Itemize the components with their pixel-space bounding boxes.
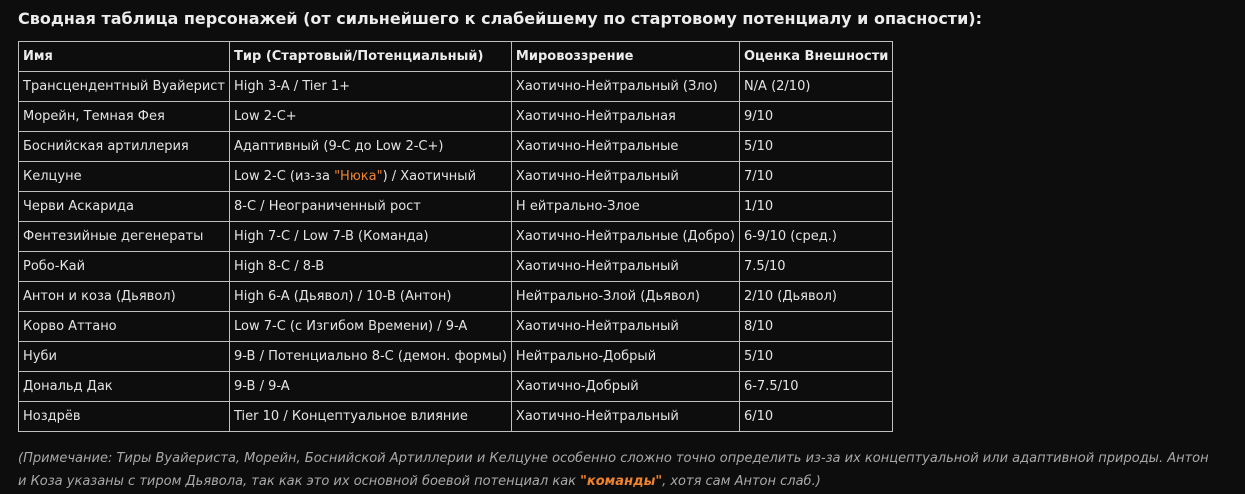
cell-looks: 1/10 bbox=[739, 192, 892, 222]
cell-name: Корво Аттано bbox=[19, 312, 230, 342]
cell-name: Черви Аскарида bbox=[19, 192, 230, 222]
table-heading: Сводная таблица персонажей (от сильнейшего к слабейшему по стартовому потенциалу и опасности): bbox=[18, 9, 982, 28]
cell-looks: 9/10 bbox=[739, 102, 892, 132]
table-row bbox=[19, 342, 893, 372]
cell-alignment: Хаотично-Нейтральные bbox=[511, 132, 739, 162]
note-text-post: , хотя сам Антон слаб.) bbox=[662, 474, 821, 489]
table-row bbox=[19, 72, 893, 102]
cell-looks: 8/10 bbox=[739, 312, 892, 342]
cell-tier: Low 2-C+ bbox=[230, 102, 512, 132]
cell-looks: 7/10 bbox=[739, 162, 892, 192]
cell-tier: 9-B / 9-A bbox=[230, 372, 512, 402]
cell-looks: 5/10 bbox=[739, 342, 892, 372]
cell-name: Антон и коза (Дьявол) bbox=[19, 282, 230, 312]
cell-name: Трансцендентный Вуайерист bbox=[19, 72, 230, 102]
cell-alignment: Хаотично-Нейтральный bbox=[511, 252, 739, 282]
table-row bbox=[19, 102, 893, 132]
tier-text-post: ) / Хаотичный bbox=[382, 169, 477, 184]
cell-looks: 7.5/10 bbox=[739, 252, 892, 282]
table-row bbox=[19, 162, 893, 192]
cell-alignment: Нейтрально-Злой (Дьявол) bbox=[511, 282, 739, 312]
cell-looks: 6/10 bbox=[739, 402, 892, 432]
note-text-pre: (Примечание: Тиры Вуайериста, Морейн, Боснийской Артиллерии и Келцуне особенно сложно точно определить из-за их концептуальной или адаптивной природы. Антон и Коза указаны с тиром Дьявола, так как это их основной боевой потенциал как bbox=[18, 451, 1209, 489]
cell-alignment: Хаотично-Нейтральный (Зло) bbox=[511, 72, 739, 102]
cell-tier: High 8-C / 8-B bbox=[230, 252, 512, 282]
header-alignment: Мировоззрение bbox=[511, 42, 739, 72]
cell-alignment: Хаотично-Добрый bbox=[511, 372, 739, 402]
cell-tier: Tier 10 / Концептуальное влияние bbox=[230, 402, 512, 432]
cell-name: Робо-Кай bbox=[19, 252, 230, 282]
cell-tier: Адаптивный (9-C до Low 2-C+) bbox=[230, 132, 512, 162]
cell-alignment: Нейтрально-Добрый bbox=[511, 342, 739, 372]
highlighted-term: "команды" bbox=[580, 474, 663, 489]
table-row bbox=[19, 282, 893, 312]
cell-looks: 2/10 (Дьявол) bbox=[739, 282, 892, 312]
cell-tier: 9-B / Потенциально 8-C (демон. формы) bbox=[230, 342, 512, 372]
cell-tier: High 3-A / Tier 1+ bbox=[230, 72, 512, 102]
cell-tier: Low 7-C (с Изгибом Времени) / 9-A bbox=[230, 312, 512, 342]
table-row bbox=[19, 222, 893, 252]
cell-looks: 6-7.5/10 bbox=[739, 372, 892, 402]
cell-alignment: Хаотично-Нейтральные (Добро) bbox=[511, 222, 739, 252]
cell-name: Нуби bbox=[19, 342, 230, 372]
cell-alignment: Хаотично-Нейтральный bbox=[511, 312, 739, 342]
cell-name: Фентезийные дегенераты bbox=[19, 222, 230, 252]
cell-looks: 6-9/10 (сред.) bbox=[739, 222, 892, 252]
cell-looks: 5/10 bbox=[739, 132, 892, 162]
cell-name: Боснийская артиллерия bbox=[19, 132, 230, 162]
cell-alignment: Хаотично-Нейтральная bbox=[511, 102, 739, 132]
cell-name: Морейн, Темная Фея bbox=[19, 102, 230, 132]
tier-text-pre: Low 2-C (из-за bbox=[234, 169, 335, 184]
cell-name: Келцуне bbox=[19, 162, 230, 192]
table-header-row bbox=[19, 42, 893, 72]
cell-alignment: Хаотично-Нейтральный bbox=[511, 162, 739, 192]
cell-tier bbox=[230, 162, 512, 192]
table-note bbox=[18, 447, 1218, 493]
cell-looks: N/A (2/10) bbox=[739, 72, 892, 102]
cell-name: Дональд Дак bbox=[19, 372, 230, 402]
table-row bbox=[19, 192, 893, 222]
table-row bbox=[19, 372, 893, 402]
table-row bbox=[19, 312, 893, 342]
table-row bbox=[19, 402, 893, 432]
cell-tier: High 7-C / Low 7-B (Команда) bbox=[230, 222, 512, 252]
cell-alignment: Хаотично-Нейтральный bbox=[511, 402, 739, 432]
cell-name: Ноздрёв bbox=[19, 402, 230, 432]
header-tier: Тир (Стартовый/Потенциальный) bbox=[230, 42, 512, 72]
highlighted-term: "Нюка" bbox=[334, 169, 383, 184]
cell-alignment: Н ейтрально-Злое bbox=[511, 192, 739, 222]
cell-tier: 8-C / Неограниченный рост bbox=[230, 192, 512, 222]
header-looks: Оценка Внешности bbox=[739, 42, 892, 72]
cell-tier: High 6-A (Дьявол) / 10-B (Антон) bbox=[230, 282, 512, 312]
table-row bbox=[19, 132, 893, 162]
characters-table bbox=[18, 41, 893, 432]
header-name: Имя bbox=[19, 42, 230, 72]
table-row bbox=[19, 252, 893, 282]
